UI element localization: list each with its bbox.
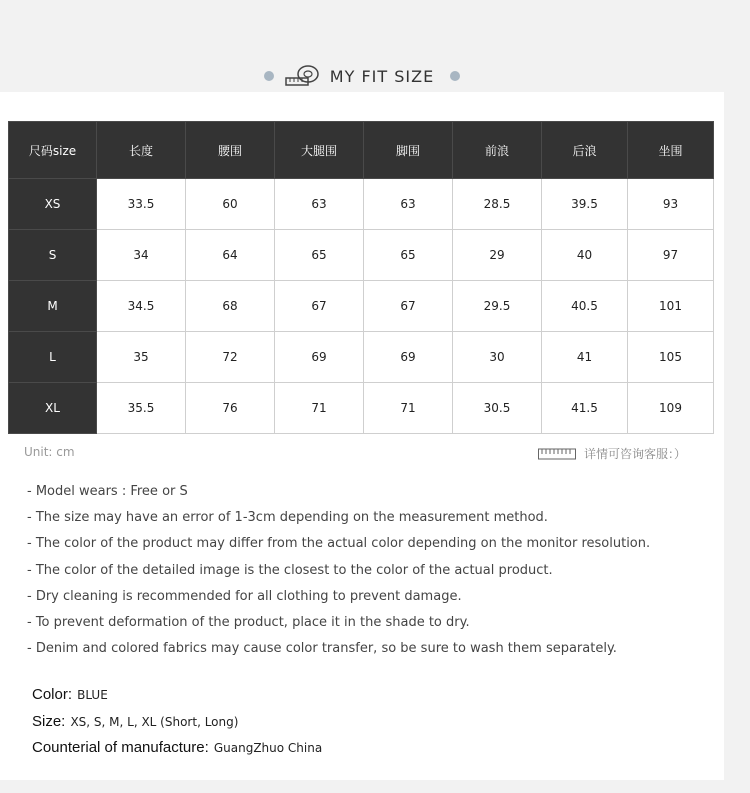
note-item: - To prevent deformation of the product, place it in the shade to dry. — [27, 614, 470, 630]
note-item: - Dry cleaning is recommended for all clothing to prevent damage. — [27, 588, 462, 604]
note-item: - The size may have an error of 1-3cm depending on the measurement method. — [27, 510, 548, 526]
spec-color-value: BLUE — [77, 688, 108, 702]
note-item: - Model wears : Free or S — [27, 484, 188, 499]
table-cell: 64 — [186, 230, 275, 281]
table-cell: 35 — [97, 332, 186, 383]
table-cell: 72 — [186, 332, 275, 383]
table-cell: 30.5 — [453, 383, 542, 434]
size-label-cell: XL — [9, 383, 97, 434]
ruler-icon — [538, 448, 576, 460]
header-cell: 长度 — [97, 122, 186, 179]
spec-origin-label: Counterial of manufacture: — [32, 739, 209, 756]
header-cell: 坐围 — [628, 122, 714, 179]
table-cell: 69 — [275, 332, 364, 383]
note-item: - The color of the product may differ from the actual color depending on the monitor resolution. — [27, 536, 651, 552]
page-title: MY FIT SIZE — [329, 66, 435, 86]
consult-note — [538, 445, 686, 462]
table-cell: 28.5 — [453, 179, 542, 230]
size-label-cell: L — [9, 332, 97, 383]
table-cell: 30 — [453, 332, 542, 383]
table-cell: 29.5 — [453, 281, 542, 332]
table-cell: 69 — [364, 332, 453, 383]
table-cell: 34.5 — [97, 281, 186, 332]
header-cell: 脚围 — [364, 122, 453, 179]
table-row — [9, 281, 714, 332]
size-table — [8, 121, 714, 434]
size-label-cell: S — [9, 230, 97, 281]
table-cell: 39.5 — [542, 179, 628, 230]
table-cell: 41.5 — [542, 383, 628, 434]
table-cell: 93 — [628, 179, 714, 230]
header-dot-left — [264, 71, 274, 81]
size-label-cell: M — [9, 281, 97, 332]
note-item: - Denim and colored fabrics may cause color transfer, so be sure to wash them separately. — [27, 641, 617, 657]
table-cell: 40 — [542, 230, 628, 281]
table-row — [9, 230, 714, 281]
table-cell: 71 — [364, 383, 453, 434]
table-cell: 68 — [186, 281, 275, 332]
table-row — [9, 332, 714, 383]
table-cell: 71 — [275, 383, 364, 434]
spec-size — [32, 711, 322, 738]
consult-label: 详情可咨询客服：） — [584, 447, 687, 461]
header-cell: 尺码size — [9, 122, 97, 179]
header-cell: 后浪 — [542, 122, 628, 179]
header-dot-right — [450, 71, 460, 81]
table-cell: 35.5 — [97, 383, 186, 434]
notes-list — [27, 482, 650, 665]
note-item: - The color of the detailed image is the closest to the color of the actual product. — [27, 562, 553, 578]
table-cell: 105 — [628, 332, 714, 383]
table-cell: 76 — [186, 383, 275, 434]
table-header-row — [9, 122, 714, 179]
spec-color — [32, 684, 322, 711]
table-cell: 67 — [275, 281, 364, 332]
spec-origin — [32, 737, 322, 764]
table-cell: 41 — [542, 332, 628, 383]
table-cell: 65 — [364, 230, 453, 281]
section-header — [0, 58, 724, 94]
unit-label: Unit: cm — [24, 445, 75, 459]
table-cell: 63 — [364, 179, 453, 230]
spec-origin-value: GuangZhuo China — [213, 741, 323, 755]
spec-size-value: XS, S, M, L, XL (Short, Long) — [70, 714, 239, 729]
table-cell: 33.5 — [97, 179, 186, 230]
table-cell: 60 — [186, 179, 275, 230]
table-row — [9, 179, 714, 230]
table-cell: 40.5 — [542, 281, 628, 332]
header-cell: 前浪 — [453, 122, 542, 179]
header-cell: 腰围 — [186, 122, 275, 179]
table-cell: 29 — [453, 230, 542, 281]
spec-size-label: Size: — [32, 712, 66, 730]
table-cell: 63 — [275, 179, 364, 230]
spec-color-label: Color: — [32, 686, 73, 703]
table-row — [9, 383, 714, 434]
table-cell: 97 — [628, 230, 714, 281]
table-cell: 34 — [97, 230, 186, 281]
table-cell: 67 — [364, 281, 453, 332]
size-label-cell: XS — [9, 179, 97, 230]
tape-measure-icon — [284, 64, 320, 88]
table-cell: 109 — [628, 383, 714, 434]
product-specs — [32, 684, 322, 764]
header-cell: 大腿围 — [275, 122, 364, 179]
table-cell: 101 — [628, 281, 714, 332]
table-cell: 65 — [275, 230, 364, 281]
